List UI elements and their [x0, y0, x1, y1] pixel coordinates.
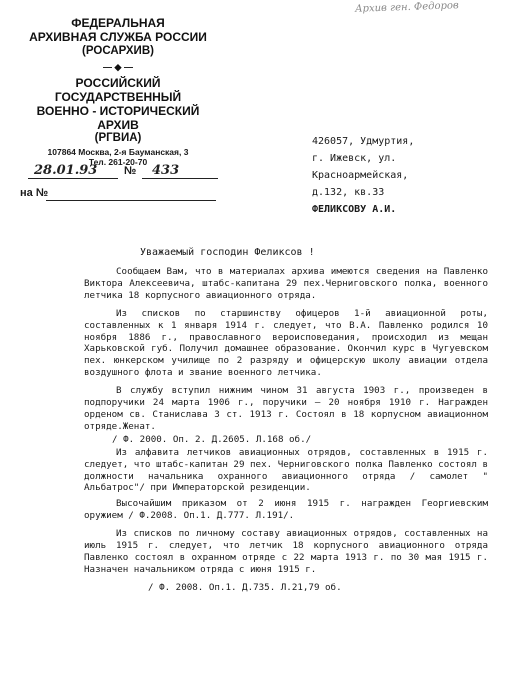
recipient-city: г. Ижевск, ул. — [312, 153, 397, 164]
paragraph-service: В службу вступил нижним чином 31 августа 1903 г., произведен в подпоручики 24 марта 1906 г., поручики – 20 ноября 1910 г. Награжден орденом св. Станислава 3 ст. 1913 г. Состоял в 18 корпусном авиационном отряде.Женат. — [84, 385, 488, 432]
org-abbrev: (РОСАРХИВ) — [82, 45, 154, 57]
recipient-house: д.132, кв.33 — [312, 187, 385, 198]
archive-abbrev: (РГВИА) — [94, 132, 142, 144]
date-value: 28.01.93 — [34, 163, 98, 178]
on-number-label: на № — [20, 187, 49, 199]
org-name-line-2: АРХИВНАЯ СЛУЖБА РОССИИ — [29, 30, 207, 44]
separator: — ◆ — — [103, 62, 133, 72]
paragraph-award: Высочайшим приказом от 2 июня 1915 г. награжден Георгиевским оружием / Ф.2008. Оп.1. Д.777. Л.191/. — [84, 498, 488, 522]
paragraph-intro: Сообщаем Вам, что в материалах архива имеются сведения на Павленко Виктора Алексеевича, штабс-капитана 29 пех.Черниговского полка, военного летчика 18 корпусного авиационного отряда. — [84, 266, 488, 301]
salutation: Уважаемый господин Феликсов ! — [140, 247, 315, 258]
org-name-line-1: ФЕДЕРАЛЬНАЯ — [71, 16, 165, 30]
paragraph-seniority-list: Из списков по старшинству офицеров 1-й авиационной роты, составленных к 1 января 1914 г. следует, что В.А. Павленко родился 10 ноября 1886 г., православного вероисповедания, происходил из мещан Харьковской губ. Получил домашнее образование. Окончил курс в Чугуевском пех. юнкерском училище по 2 разряду и офицерскую школу авиации отдела воздушного флота и звание военного летчика. — [84, 307, 488, 379]
date-number-row — [28, 164, 218, 180]
recipient-block — [312, 133, 414, 218]
archive-name-line-2: ВОЕННО - ИСТОРИЧЕСКИЙ АРХИВ — [36, 104, 200, 132]
paragraph-personnel-list: Из списков по личному составу авиационных отрядов, составленных на июль 1915 г. следует, что летчик 18 корпусного авиационного отряда Павленко состоял в охранном отряде с 22 марта 1913 г. по 30 мая 1915 г. Назначен начальником отряда с июня 1915 г. — [84, 528, 488, 575]
archive-reference-1: / Ф. 2000. Оп. 2. Д.2605. Л.168 об./ — [112, 433, 312, 445]
archive-address: 107864 Москва, 2-я Бауманская, 3 — [47, 147, 189, 157]
recipient-postcode: 426057, Удмуртия, — [312, 136, 415, 147]
letter-body — [84, 266, 488, 594]
reference-row — [20, 186, 216, 202]
archive-name-line-1: РОССИЙСКИЙ ГОСУДАРСТВЕННЫЙ — [54, 76, 182, 104]
archive-reference-2: / Ф. 2008. Оп.1. Д.735. Л.21,79 об. — [148, 581, 342, 593]
number-label: № — [124, 165, 137, 177]
archive-phone: Тел. 261-20-70 — [88, 157, 148, 167]
number-value: 433 — [152, 163, 180, 178]
recipient-street: Красноармейская, — [312, 170, 409, 181]
handwritten-note: Архив ген. Федоров — [354, 0, 459, 15]
letterhead — [18, 16, 218, 167]
recipient-name: ФЕЛИКСОВУ А.И. — [312, 204, 397, 215]
paragraph-alphabet: Из алфавита летчиков авиационных отрядов, составленных в 1915 г. следует, что штабс-капитан 29 пех. Черниговского полка Павленко состоял в должности начальника охранного авиационного отряда / самолет " Альбатрос"/ при Императорской резиденции. — [84, 446, 488, 494]
